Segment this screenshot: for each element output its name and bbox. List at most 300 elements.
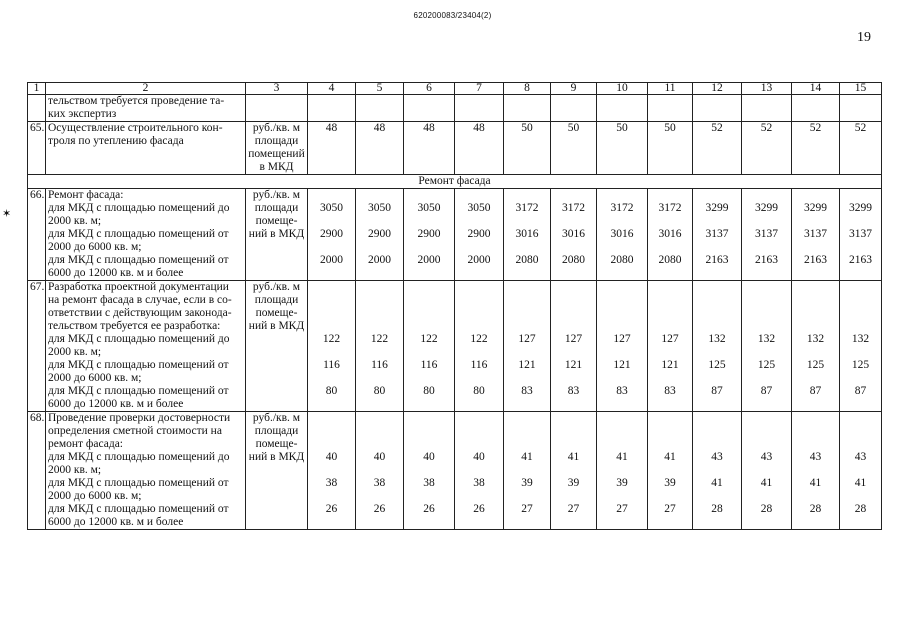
spacer-line [310,294,353,307]
spacer-line [794,490,837,503]
spacer-line [358,372,401,385]
spacer-line [506,490,548,503]
value: 3299 [849,202,872,214]
value: 2000 [320,254,343,266]
value: 121 [661,359,679,371]
spacer-line [553,372,594,385]
spacer-line [842,412,879,425]
value: 3137 [849,228,872,240]
value: 3172 [562,202,585,214]
empty-cell [840,95,882,122]
spacer-line [794,267,837,280]
spacer-line [553,398,594,411]
value-cell: 50 [648,122,693,175]
spacer-line [457,398,501,411]
spacer-line [506,412,548,425]
value: 87 [711,385,723,397]
value: 38 [373,477,386,489]
unit-line: площади [254,202,299,214]
value: 28 [809,503,822,515]
spacer-line [553,307,594,320]
unit-line: площади [254,294,299,306]
unit-line: помещений [248,148,305,160]
value: 2163 [804,254,827,266]
spacer-line [599,372,645,385]
spacer-line [506,189,548,202]
spacer-line [695,372,739,385]
spacer-line [310,346,353,359]
unit-line: площади [254,135,299,147]
spacer-line [794,372,837,385]
spacer-line [842,215,879,228]
value: 2000 [467,254,491,266]
margin-mark: ✶ [2,207,12,220]
value: 26 [325,503,338,515]
value: 83 [664,385,676,397]
value-cell: 52 [792,122,840,175]
spacer-line [794,281,837,294]
spacer-line [695,294,739,307]
spacer-line [310,320,353,333]
spacer-line [842,372,879,385]
value: 40 [373,451,386,463]
spacer-line [842,320,879,333]
spacer-line [695,438,739,451]
spacer-line [553,241,594,254]
spacer-line [457,215,501,228]
value: 116 [371,359,388,371]
description-line: на ремонт фасада в случае, если в со- [48,294,232,306]
value: 40 [325,451,338,463]
spacer-line [744,398,789,411]
value: 43 [809,451,822,463]
spacer-line [794,438,837,451]
tariff-table [27,82,882,530]
spacer-line [744,464,789,477]
spacer-line [553,320,594,333]
value: 83 [567,385,580,397]
spacer-line [406,320,452,333]
spacer-line [406,490,452,503]
value: 39 [616,477,628,489]
unit-line: руб./кв. м [252,281,301,293]
spacer-line [794,464,837,477]
unit-line: ний в МКД [248,228,305,240]
empty-cell [455,95,504,122]
section-title: Ремонт фасада [28,175,882,189]
description-line: ремонт фасада: [48,438,123,450]
description-line: Ремонт фасада: [48,189,124,201]
spacer-line [695,307,739,320]
spacer-line [506,346,548,359]
value: 39 [567,477,580,489]
spacer-line [650,281,690,294]
description-line: для МКД с площадью помещений от [48,477,229,489]
spacer-line [553,516,594,529]
spacer-line [457,372,501,385]
spacer-line [406,215,452,228]
value-cell [597,189,648,281]
value: 3016 [610,228,634,240]
row-number-cell [28,95,46,122]
column-number-row [28,83,882,95]
spacer-line [310,490,353,503]
spacer-line [406,438,452,451]
value-cell [308,281,356,412]
description-cell [46,281,246,412]
table-row-67 [28,281,882,412]
spacer-line [695,412,739,425]
unit-line: ний в МКД [248,451,305,463]
spacer-line [842,398,879,411]
empty-cell [742,95,792,122]
unit-line: ний в МКД [248,320,305,332]
spacer-line [457,516,501,529]
spacer-line [457,490,501,503]
value-cell [455,281,504,412]
value-cell [308,412,356,530]
spacer-line [406,189,452,202]
description-line: 2000 до 6000 кв. м; [48,241,142,253]
empty-cell [648,95,693,122]
value-cell [597,281,648,412]
table-row-68 [28,412,882,530]
spacer-line [310,438,353,451]
value-cell: 48 [455,122,504,175]
description-line: 2000 кв. м; [48,346,102,358]
value: 132 [708,333,726,345]
spacer-line [650,490,690,503]
spacer-line [599,215,645,228]
description-line: Осуществление строительного кон- [48,122,223,134]
value: 125 [757,359,776,371]
spacer-line [744,267,789,280]
continuation-row [28,95,882,122]
spacer-line [842,346,879,359]
value: 83 [521,385,533,397]
column-header-8: 8 [504,83,551,95]
value: 121 [518,359,536,371]
value: 27 [521,503,533,515]
value: 28 [711,503,723,515]
value: 40 [423,451,435,463]
spacer-line [599,412,645,425]
unit-line: руб./кв. м [252,189,301,201]
spacer-line [310,516,353,529]
spacer-line [358,490,401,503]
value-cell [597,412,648,530]
value-cell [840,281,882,412]
value-cell: 50 [551,122,597,175]
spacer-line [650,425,690,438]
description-line: определения сметной стоимости на [48,425,222,437]
value: 122 [322,333,341,345]
value-cell: 52 [840,122,882,175]
spacer-line [310,464,353,477]
value: 80 [473,385,485,397]
spacer-line [650,215,690,228]
value: 27 [664,503,676,515]
spacer-line [553,294,594,307]
value: 2080 [562,254,585,266]
spacer-line [406,346,452,359]
value: 122 [370,333,389,345]
value: 2000 [417,254,441,266]
column-header-14: 14 [792,83,840,95]
value: 127 [613,333,631,345]
spacer-line [599,320,645,333]
value: 41 [809,477,822,489]
description-line: 2000 кв. м; [48,464,102,476]
spacer-line [553,438,594,451]
empty-cell [404,95,455,122]
value: 41 [567,451,580,463]
empty-cell [504,95,551,122]
value-cell: 52 [742,122,792,175]
value: 2163 [705,254,729,266]
spacer-line [406,281,452,294]
value: 27 [616,503,628,515]
value: 3172 [610,202,634,214]
spacer-line [744,189,789,202]
spacer-line [506,372,548,385]
spacer-line [553,346,594,359]
value: 41 [854,477,867,489]
value-cell: 48 [404,122,455,175]
value: 121 [613,359,631,371]
spacer-line [650,398,690,411]
spacer-line [650,267,690,280]
value-cell [356,412,404,530]
value-cell [551,189,597,281]
spacer-line [406,425,452,438]
spacer-line [744,241,789,254]
spacer-line [650,294,690,307]
description-line: для МКД с площадью помещений до [48,202,230,214]
spacer-line [599,398,645,411]
spacer-line [695,490,739,503]
value-cell [742,281,792,412]
spacer-line [842,464,879,477]
value: 41 [760,477,773,489]
description-line: ких экспертиз [48,108,117,120]
spacer-line [553,490,594,503]
spacer-line [650,372,690,385]
unit-cell [246,189,308,281]
value-cell [504,412,551,530]
spacer-line [794,516,837,529]
row-number: 68. [28,412,46,530]
value: 2080 [658,254,682,266]
value: 41 [616,451,628,463]
value: 87 [760,385,773,397]
spacer-line [310,267,353,280]
description-line: Проведение проверки достоверности [48,412,231,424]
spacer-line [358,438,401,451]
empty-cell [551,95,597,122]
column-header-6: 6 [404,83,455,95]
value: 41 [664,451,676,463]
description-line: троля по утеплению фасада [48,135,184,147]
description-line: для МКД с площадью помещений от [48,254,229,266]
empty-cell [792,95,840,122]
value-cell: 48 [356,122,404,175]
table-row-65 [28,122,882,175]
spacer-line [506,438,548,451]
unit-cell [246,412,308,530]
description-line: 2000 до 6000 кв. м; [48,372,142,384]
value: 2000 [368,254,391,266]
value: 3016 [658,228,682,240]
spacer-line [794,346,837,359]
spacer-line [744,372,789,385]
spacer-line [744,294,789,307]
spacer-line [406,516,452,529]
description-line: ответствии с действующим законода- [48,307,232,319]
value-cell [551,412,597,530]
spacer-line [599,241,645,254]
spacer-line [553,425,594,438]
value-cell [742,412,792,530]
spacer-line [599,490,645,503]
spacer-line [744,215,789,228]
value: 116 [420,359,438,371]
spacer-line [358,189,401,202]
unit-line: помеще- [255,438,298,450]
spacer-line [406,241,452,254]
value: 2900 [467,228,491,240]
spacer-line [744,438,789,451]
value-cell [792,281,840,412]
value: 3137 [705,228,729,240]
description-line: для МКД с площадью помещений от [48,228,229,240]
spacer-line [406,307,452,320]
spacer-line [553,464,594,477]
spacer-line [553,281,594,294]
spacer-line [457,281,501,294]
spacer-line [457,307,501,320]
spacer-line [506,294,548,307]
spacer-line [406,294,452,307]
spacer-line [358,267,401,280]
spacer-line [457,320,501,333]
row-number: 67. [28,281,46,412]
spacer-line [358,281,401,294]
spacer-line [695,267,739,280]
value: 3137 [755,228,778,240]
empty-cell [356,95,404,122]
value: 122 [470,333,488,345]
table-row-66 [28,189,882,281]
spacer-line [310,372,353,385]
spacer-line [358,320,401,333]
column-header-15: 15 [840,83,882,95]
spacer-line [794,425,837,438]
spacer-line [310,307,353,320]
spacer-line [406,398,452,411]
value: 3050 [467,202,491,214]
value: 38 [325,477,338,489]
spacer-line [650,464,690,477]
unit-cell [246,281,308,412]
unit-line: в МКД [259,161,294,173]
value: 2163 [755,254,778,266]
value: 122 [420,333,438,345]
row-number: 65. [28,122,46,175]
spacer-line [553,215,594,228]
spacer-line [457,189,501,202]
value: 2163 [849,254,872,266]
spacer-line [599,189,645,202]
spacer-line [695,464,739,477]
spacer-line [794,241,837,254]
page-number: 19 [857,30,871,45]
column-header-9: 9 [551,83,597,95]
value: 38 [473,477,485,489]
spacer-line [406,412,452,425]
unit-line: руб./кв. м [252,122,301,134]
value-cell [356,281,404,412]
value-cell [404,281,455,412]
spacer-line [310,215,353,228]
value: 125 [851,359,870,371]
spacer-line [794,398,837,411]
spacer-line [695,346,739,359]
value-cell [648,189,693,281]
empty-cell [597,95,648,122]
spacer-line [358,294,401,307]
value: 121 [564,359,583,371]
value: 132 [851,333,870,345]
value: 127 [518,333,536,345]
section-row [28,175,882,189]
spacer-line [744,307,789,320]
value: 27 [567,503,580,515]
value-cell [792,412,840,530]
spacer-line [599,425,645,438]
value-cell: 50 [597,122,648,175]
value: 80 [373,385,386,397]
value: 132 [757,333,776,345]
value-cell: 52 [693,122,742,175]
value: 3172 [658,202,682,214]
spacer-line [695,189,739,202]
row-number: 66. [28,189,46,281]
description-line: для МКД с площадью помещений до [48,451,230,463]
spacer-line [842,307,879,320]
value-cell [404,412,455,530]
value: 40 [473,451,485,463]
column-header-3: 3 [246,83,308,95]
spacer-line [358,307,401,320]
spacer-line [599,294,645,307]
value: 2900 [320,228,343,240]
spacer-line [457,464,501,477]
description-line: тельством требуется ее разработка: [48,320,221,332]
value: 132 [806,333,825,345]
spacer-line [842,438,879,451]
spacer-line [842,241,879,254]
spacer-line [695,425,739,438]
value-cell [840,412,882,530]
column-header-11: 11 [648,83,693,95]
spacer-line [650,241,690,254]
spacer-line [842,516,879,529]
unit-line: помеще- [255,307,298,319]
spacer-line [358,241,401,254]
value-cell [455,189,504,281]
empty-cell [308,95,356,122]
